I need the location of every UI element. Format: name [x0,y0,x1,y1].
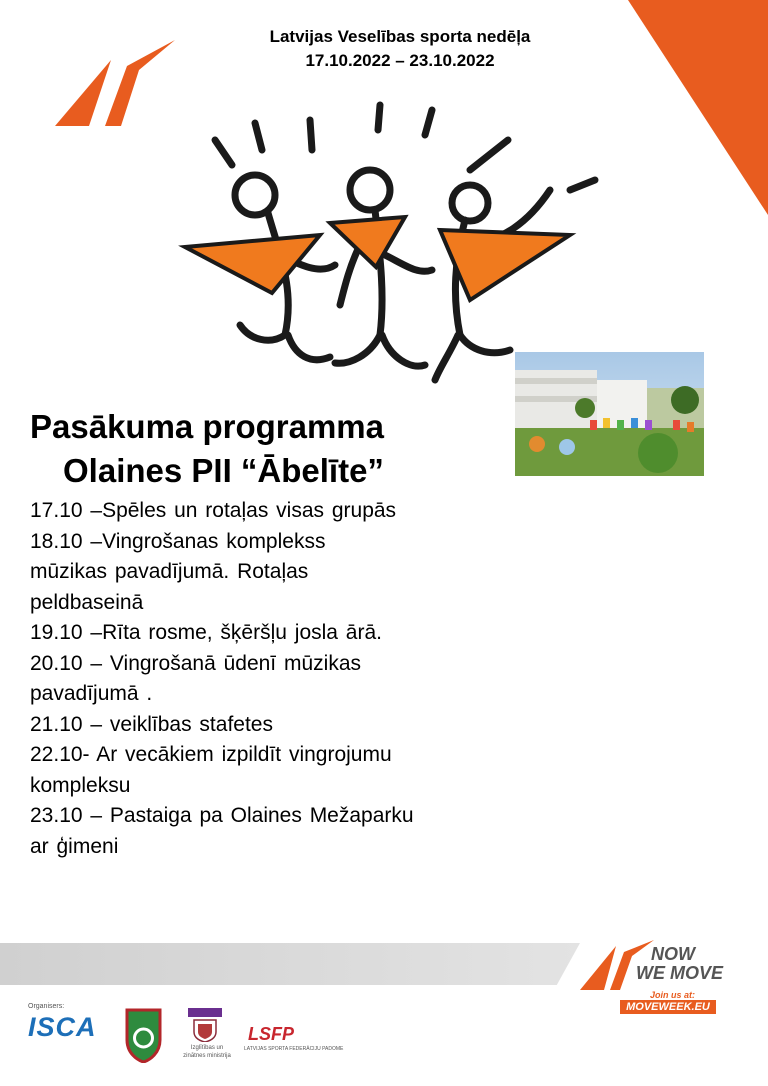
program-title: Pasākuma programma [30,408,384,445]
kindergarten-photo [515,352,704,476]
event-dates: 17.10.2022 – 23.10.2022 [305,51,495,70]
nwm-line1: NOW [651,944,695,964]
kindergarten-name: Olaines PII “Ābelīte” [63,452,384,489]
program-list [30,496,500,862]
nwm-line2: WE MOVE [636,963,724,983]
program-line: 18.10 –Vingrošanas komplekss [30,529,326,553]
program-line: 22.10- Ar vecākiem izpildīt vingrojumu [30,743,392,766]
dancing-figures-illustration [170,95,610,390]
program-line: pavadījumā . [30,682,153,705]
program-line: 21.10 – veiklības stafetes [30,712,273,736]
isca-logo: ISCA [28,1012,97,1042]
program-line: 17.10 –Spēles un rotaļas visas grupās [30,499,397,522]
lsa-shield [125,1008,162,1063]
program-line: mūzikas pavadījumā. Rotaļas [30,560,309,583]
lsfp-caption: LATVIJAS SPORTA FEDERĀCIJU PADOME [244,1046,344,1052]
footer-band [0,943,580,985]
program-line: peldbaseinā [30,590,144,614]
program-line: ar ģimeni [30,834,119,858]
program-line: 20.10 – Vingrošanā ūdenī mūzikas [30,651,361,675]
moveweek-url: MOVEWEEK.EU [620,1000,716,1014]
event-title: Latvijas Veselības sporta nedēļa [269,27,531,46]
ministry-caption: Izglītības un zinātnes ministrija [183,1045,231,1059]
organisers-label: Organisers: [28,1003,65,1010]
ministry-crest [188,1008,222,1042]
program-line: kompleksu [30,773,131,797]
join-label: Join us at: [650,990,696,1000]
program-line: 19.10 –Rīta rosme, šķēršļu josla ārā. [30,621,382,644]
program-line: 23.10 – Pastaiga pa Olaines Mežaparku [30,804,414,827]
lsfp-logo: LSFP [248,1024,295,1044]
